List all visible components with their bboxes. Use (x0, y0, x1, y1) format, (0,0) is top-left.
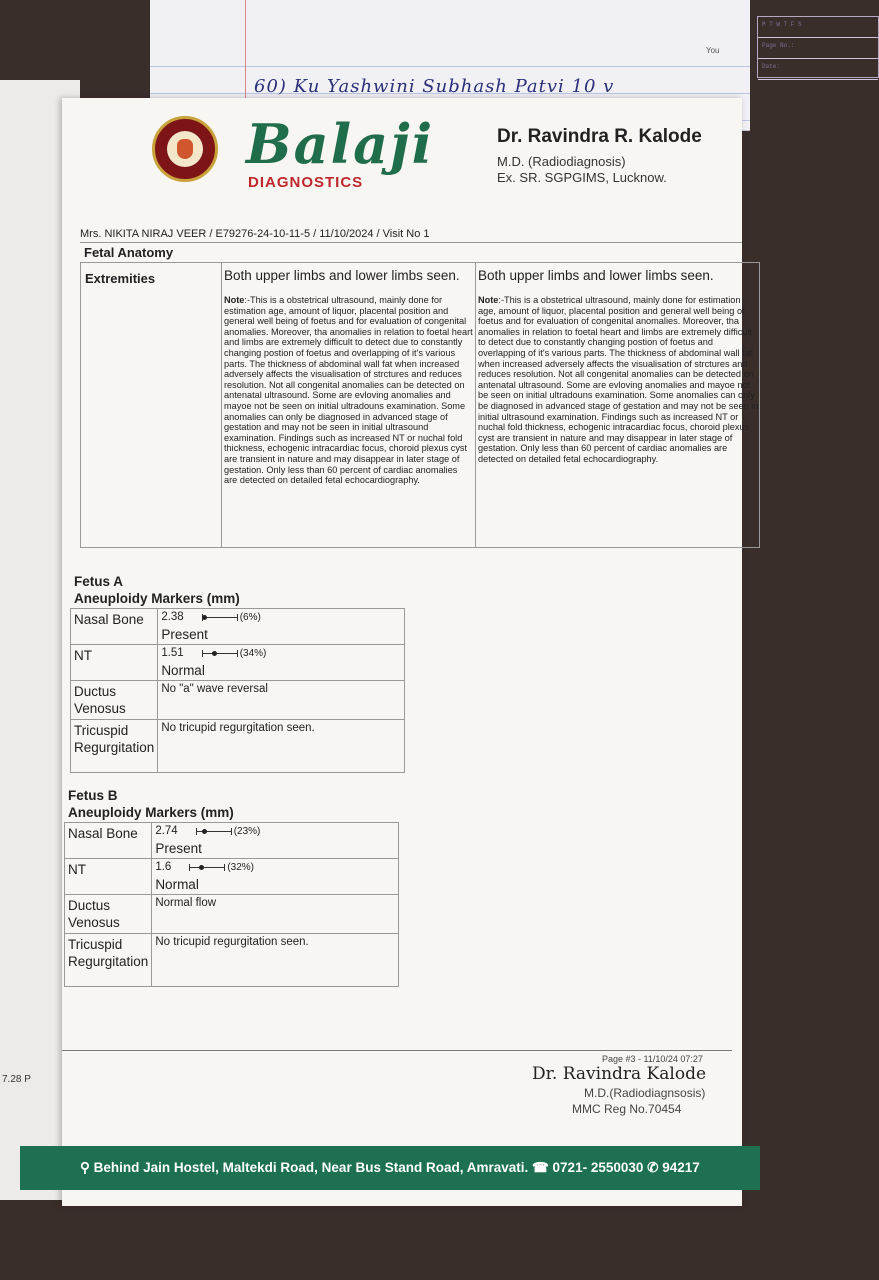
percentile-marker: (23%) (196, 826, 261, 837)
address-bar: ⚲ Behind Jain Hostel, Maltekdi Road, Near Bus Stand Road, Amravati. ☎ 0721- 2550030 ✆ 94217 (20, 1146, 760, 1190)
table-row (71, 645, 405, 681)
divider (80, 242, 742, 243)
table-row (71, 720, 405, 773)
fetus-b-title: Fetus B (68, 788, 118, 803)
marker-status: Present (155, 841, 202, 856)
extremities-label: Extremities (85, 271, 156, 286)
percentile-marker: (32%) (189, 862, 254, 873)
fetus-a-title: Fetus A (74, 574, 124, 589)
doctor-name: Dr. Ravindra R. Kalode (497, 126, 702, 147)
marker-status: Present (161, 627, 208, 642)
signature-name: Dr. Ravindra Kalode (532, 1064, 707, 1084)
table-row (65, 895, 399, 934)
notebook-date-box (757, 16, 879, 78)
footer-divider (62, 1050, 732, 1051)
row-label: Ductus Venosus (65, 895, 152, 934)
table-row (71, 609, 405, 645)
extremities-text: Both upper limbs and lower limbs seen. (224, 268, 460, 283)
registration-number: MMC Reg No.70454 (572, 1102, 682, 1116)
percentile-marker: (6%) (202, 612, 261, 623)
disclaimer-note: Note:-This is a obstetrical ultrasound, mainly done for estimation age, amount of liquor, placental position and general well being of foetus and for evaluation of congenital anomalies. Moreover, tha anomalies in relation to foetal heart and limbs are extremely difficult to detect due to constantly changing postion of foetus and overlapping of it's various parts. The thickness of abdominal wall fat when increased adversely affects the visualisation of strctures and reduces resolution. Not all congenital anomalies can be detected on antenatal ultrasound. Some are evloving anomalies and mayoe not be seen on initial ultradouns examination. Some anomalies can only be diagnosed in advanced stage of gestation and may not be seen in initial ultrasound examination. Findings such as increased NT or nuchal fold thickness, echogenic intracardiac focus, choroid plexus cyst are transient in nature and may disappear in later stage of gestation. Only less than 60 percent of cardiac anomalies are detected on detailed fetal echocardiography. (224, 295, 473, 486)
percentile-marker: (34%) (202, 648, 267, 659)
row-value: Normal flow (152, 895, 399, 934)
row-value: No tricupid regurgitation seen. (152, 934, 399, 987)
weekday-row: M T W T F S (758, 17, 878, 38)
date-row: Date: (758, 59, 878, 80)
marker-value: 1.6 (155, 861, 172, 873)
row-label: NT (65, 859, 152, 895)
table-row (71, 681, 405, 720)
signature-qualification: M.D.(Radiodiagnsosis) (584, 1086, 706, 1100)
marker-value: 2.74 (155, 825, 178, 837)
table-row (65, 823, 399, 859)
row-label: Nasal Bone (71, 609, 158, 645)
section-title: Fetal Anatomy (84, 245, 174, 260)
extremities-table (80, 262, 760, 548)
marker-value: 2.38 (161, 611, 184, 623)
extremities-col-1 (221, 263, 475, 547)
brand-subtitle: DIAGNOSTICS (248, 174, 364, 191)
fetus-a-subtitle: Aneuploidy Markers (mm) (74, 591, 240, 606)
lungs-icon (177, 139, 193, 159)
row-label: Tricuspid Regurgitation (71, 720, 158, 773)
handwritten-note: 60) Ku Yashwini Subhash Patvi 10 v (254, 76, 615, 97)
extremities-text: Both upper limbs and lower limbs seen. (478, 268, 714, 283)
fetus-a-markers-table (70, 608, 405, 773)
extremities-col-2 (475, 263, 761, 547)
doctor-qualification: M.D. (Radiodiagnosis) (497, 154, 626, 169)
left-sheet-label: 7.28 P (2, 1074, 31, 1085)
fetus-b-subtitle: Aneuploidy Markers (mm) (68, 805, 234, 820)
marker-status: Normal (161, 663, 205, 678)
table-row (65, 859, 399, 895)
row-value: No "a" wave reversal (158, 681, 405, 720)
marker-status: Normal (155, 877, 199, 892)
balaji-logo-icon (152, 116, 218, 182)
page-no-row: Page No.: (758, 38, 878, 59)
fetus-b-markers-table (64, 822, 399, 987)
patient-line: Mrs. NIKITA NIRAJ VEER / E79276-24-10-11-5 / 11/10/2024 / Visit No 1 (80, 228, 430, 240)
row-label: Tricuspid Regurgitation (65, 934, 152, 987)
row-label: Ductus Venosus (71, 681, 158, 720)
row-value: No tricupid regurgitation seen. (158, 720, 405, 773)
notebook-edge-text: You (706, 46, 720, 55)
row-label: Nasal Bone (65, 823, 152, 859)
report-page (62, 98, 759, 1206)
table-row (65, 934, 399, 987)
doctor-experience: Ex. SR. SGPGIMS, Lucknow. (497, 170, 667, 185)
row-label: NT (71, 645, 158, 681)
page-number: Page #3 - 11/10/24 07:27 (602, 1054, 703, 1064)
brand-name: Balaji (246, 112, 435, 176)
disclaimer-note: Note:-This is a obstetrical ultrasound, mainly done for estimation age, amount of liquor, placental position and general well being of foetus and for evaluation of congenital anomalies. Moreover, tha anomalies in relation to foetal heart and limbs are extremely difficult to detect due to constantly changing postion of foetus and overlapping of it's various parts. The thickness of abdominal wall fat when increased adversely affects the visualisation of strctures and reduces resolution. Not all congenital anomalies can be detected on antenatal ultrasound. Some are evloving anomalies and mayoe not be seen on initial ultradouns examination. Some anomalies can only be diagnosed in advanced stage of gestation and may not be seen in initial ultrasound examination. Findings such as increased NT or nuchal fold thickness, echogenic intracardiac focus, choroid plexus cyst are transient in nature and may disappear in later stage of gestation. Only less than 60 percent of cardiac anomalies are detected on detailed fetal echocardiography. (478, 295, 759, 464)
marker-value: 1.51 (161, 647, 184, 659)
